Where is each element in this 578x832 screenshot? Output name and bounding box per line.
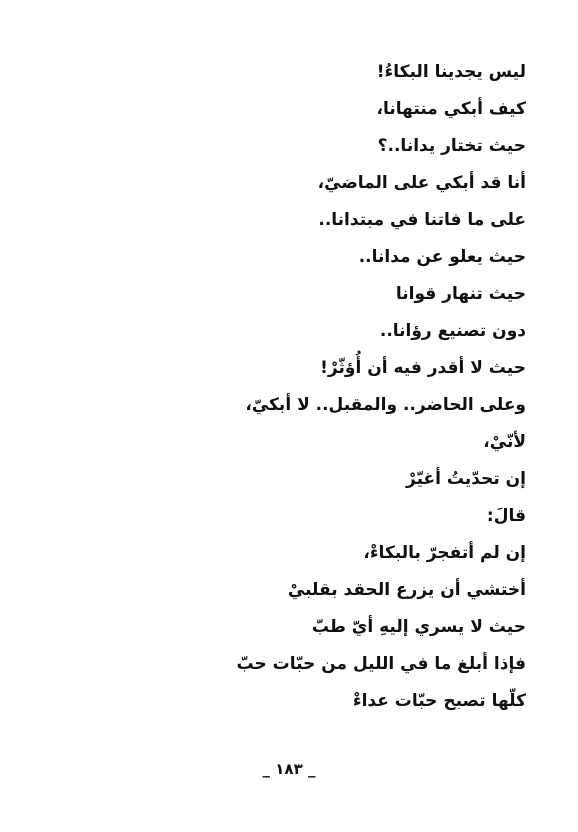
- poem-line: وعلى الحاضر.. والمقبل.. لا أبكيّ،: [245, 395, 526, 415]
- poem-line: حيث يعلو عن مدانا..: [358, 247, 526, 267]
- poem-line: ليس يجدينا البكاءُ!: [376, 62, 526, 82]
- poem-line: أختشي أن يزرع الحقد بقلبيْ: [287, 580, 526, 600]
- poem-line: إن لم أتفجرّ بالبكاءْ،: [363, 543, 526, 563]
- poem-line: لأنّيْ،: [483, 432, 526, 452]
- poem-line: حيث تختار يدانا..؟: [377, 136, 526, 156]
- poem-line: على ما فاتنا في مبتدانا..: [318, 210, 526, 230]
- page-number: _ ١٨٣ _: [262, 760, 316, 778]
- poem-line: فإذا أبلغ ما في الليل من حبّات حبّ: [236, 654, 526, 674]
- poem-line: أنا قد أبكي على الماضيّ،: [317, 173, 526, 193]
- poem-line: دون تصنيع رؤانا..: [379, 321, 526, 341]
- poem-line: كيف أبكي منتهانا،: [376, 99, 526, 119]
- poem-line: كلّها تصبح حبّات عداءْ: [352, 691, 526, 711]
- poem-line: إن تحدّيتُ أغيّرْ: [406, 469, 526, 489]
- poem-text: [106, 54, 526, 720]
- poem-line: حيث لا يسري إليهِ أيّ طبّ: [311, 617, 526, 637]
- poem-line: حيث تنهار قوانا: [395, 284, 526, 304]
- poem-line: قالَ:: [486, 506, 526, 526]
- poem-line: حيث لا أقدر فيه أن أُؤثّرْ!: [320, 358, 526, 378]
